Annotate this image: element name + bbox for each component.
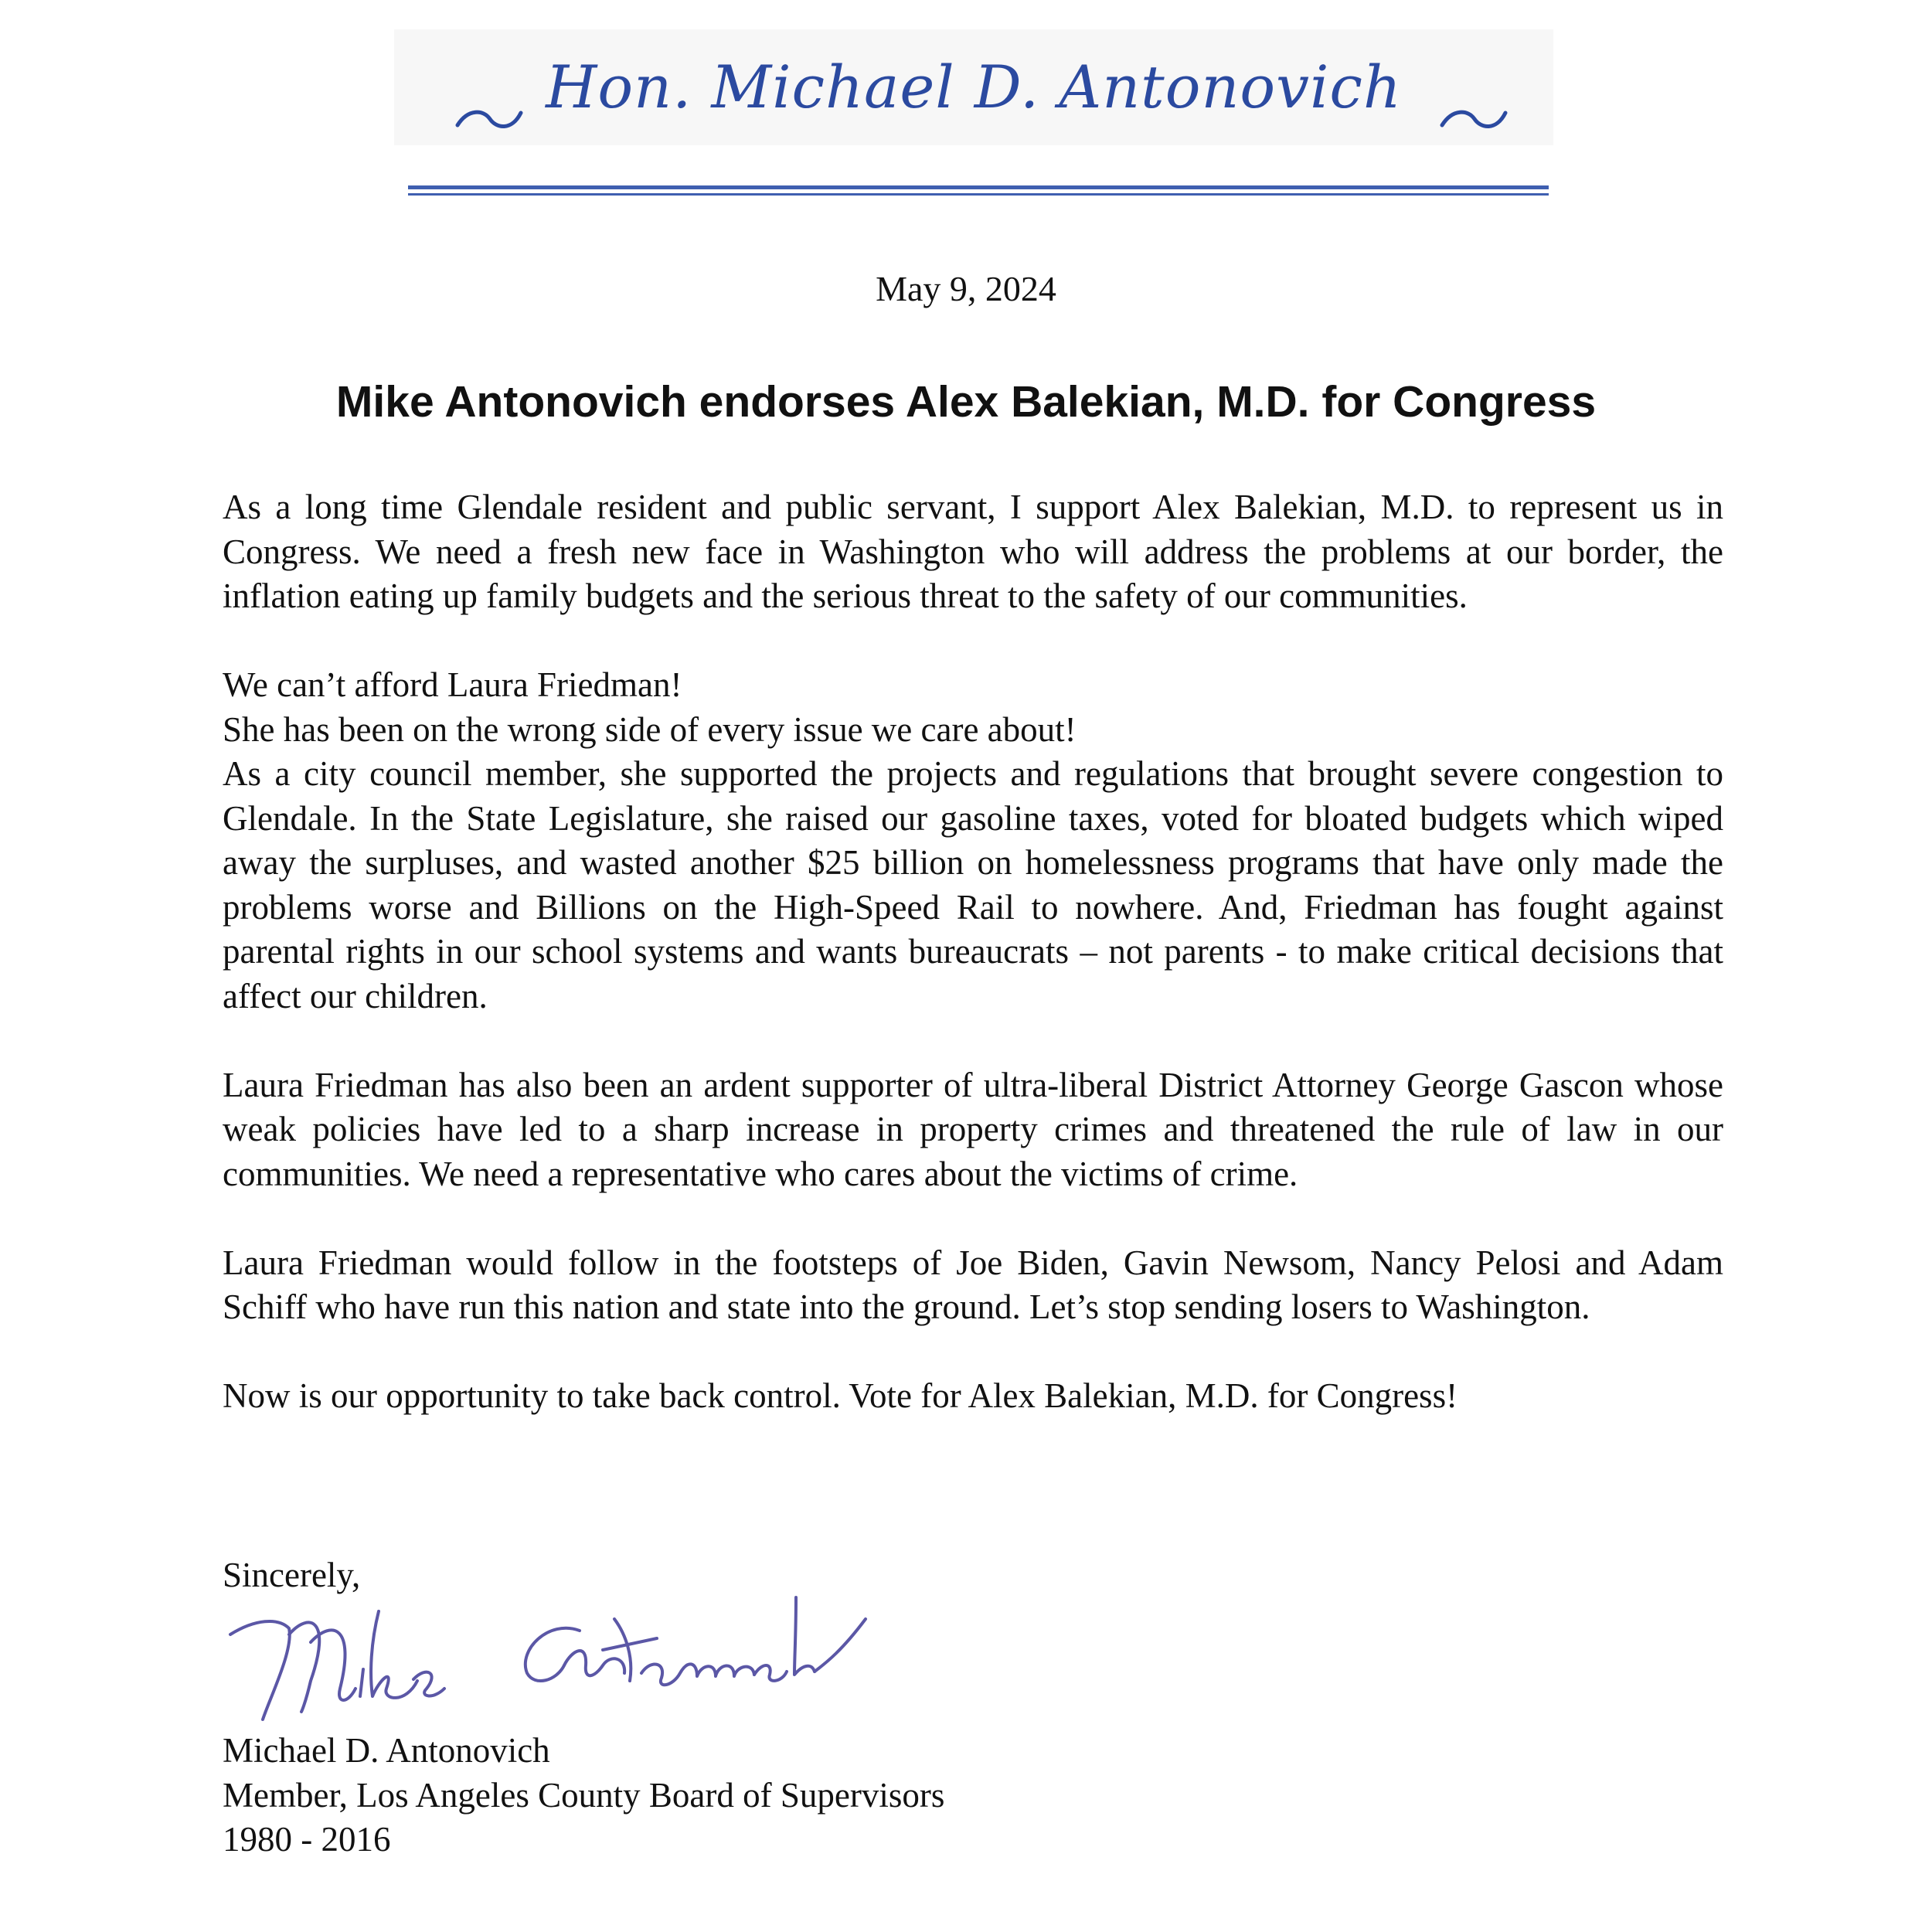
flourish-left-icon xyxy=(454,105,524,133)
letterhead-rule-bottom xyxy=(408,193,1549,196)
signer-years: 1980 - 2016 xyxy=(223,1820,391,1859)
paragraph-intro: As a long time Glendale resident and public servant, I support Alex Balekian, M.D. to represent us in Congress. We need a fresh new face in Washington who will address the problems at our border, the inflation eating up family budgets and the serious threat to the safety of our communities. xyxy=(223,488,1723,615)
closing: Sincerely, xyxy=(223,1556,361,1594)
signature-image xyxy=(224,1588,889,1735)
flourish-right-icon xyxy=(1439,105,1509,133)
paragraph-line: As a city council member, she supported the projects and regulations that brought severe congestion to Glendale. In the State Legislature, she raised our gasoline taxes, voted for bloated budgets which wiped away the surpluses, and wasted another $25 billion on homelessness programs that have only made the problems worse and Billions on the High-Speed Rail to nowhere. And, Friedman has fought against parental rights in our school systems and wants bureaucrats – not parents - to make critical decisions that affect our children. xyxy=(223,754,1723,1015)
signer-block xyxy=(223,1729,944,1862)
letterhead-rule-top xyxy=(408,185,1549,189)
paragraph-line: She has been on the wrong side of every issue we care about! xyxy=(223,709,1077,749)
letter-date: May 9, 2024 xyxy=(876,269,1056,308)
paragraph-gascon: Laura Friedman has also been an ardent supporter of ultra-liberal District Attorney George Gascon whose weak policies have led to a sharp increase in property crimes and threatened the rule of law in our communities. We need a representative who cares about the victims of crime. xyxy=(223,1065,1723,1193)
letter-headline: Mike Antonovich endorses Alex Balekian, M.D. for Congress xyxy=(335,377,1597,427)
signer-title: Member, Los Angeles County Board of Supervisors xyxy=(223,1775,945,1815)
paragraph-friedman-afford xyxy=(223,663,1723,1019)
signer-name: Michael D. Antonovich xyxy=(223,1731,550,1770)
letter-body xyxy=(223,485,1723,1419)
paragraph-line: We can’t afford Laura Friedman! xyxy=(223,665,682,704)
letterhead-name: Hon. Michael D. Antonovich xyxy=(546,53,1402,121)
letterhead xyxy=(394,29,1553,145)
paragraph-footsteps: Laura Friedman would follow in the footsteps of Joe Biden, Gavin Newsom, Nancy Pelosi and Adam Schiff who have run this nation and state into the ground. Let’s stop sending losers to Washington. xyxy=(223,1243,1723,1326)
paragraph-vote: Now is our opportunity to take back control. Vote for Alex Balekian, M.D. for Congress! xyxy=(223,1376,1458,1415)
